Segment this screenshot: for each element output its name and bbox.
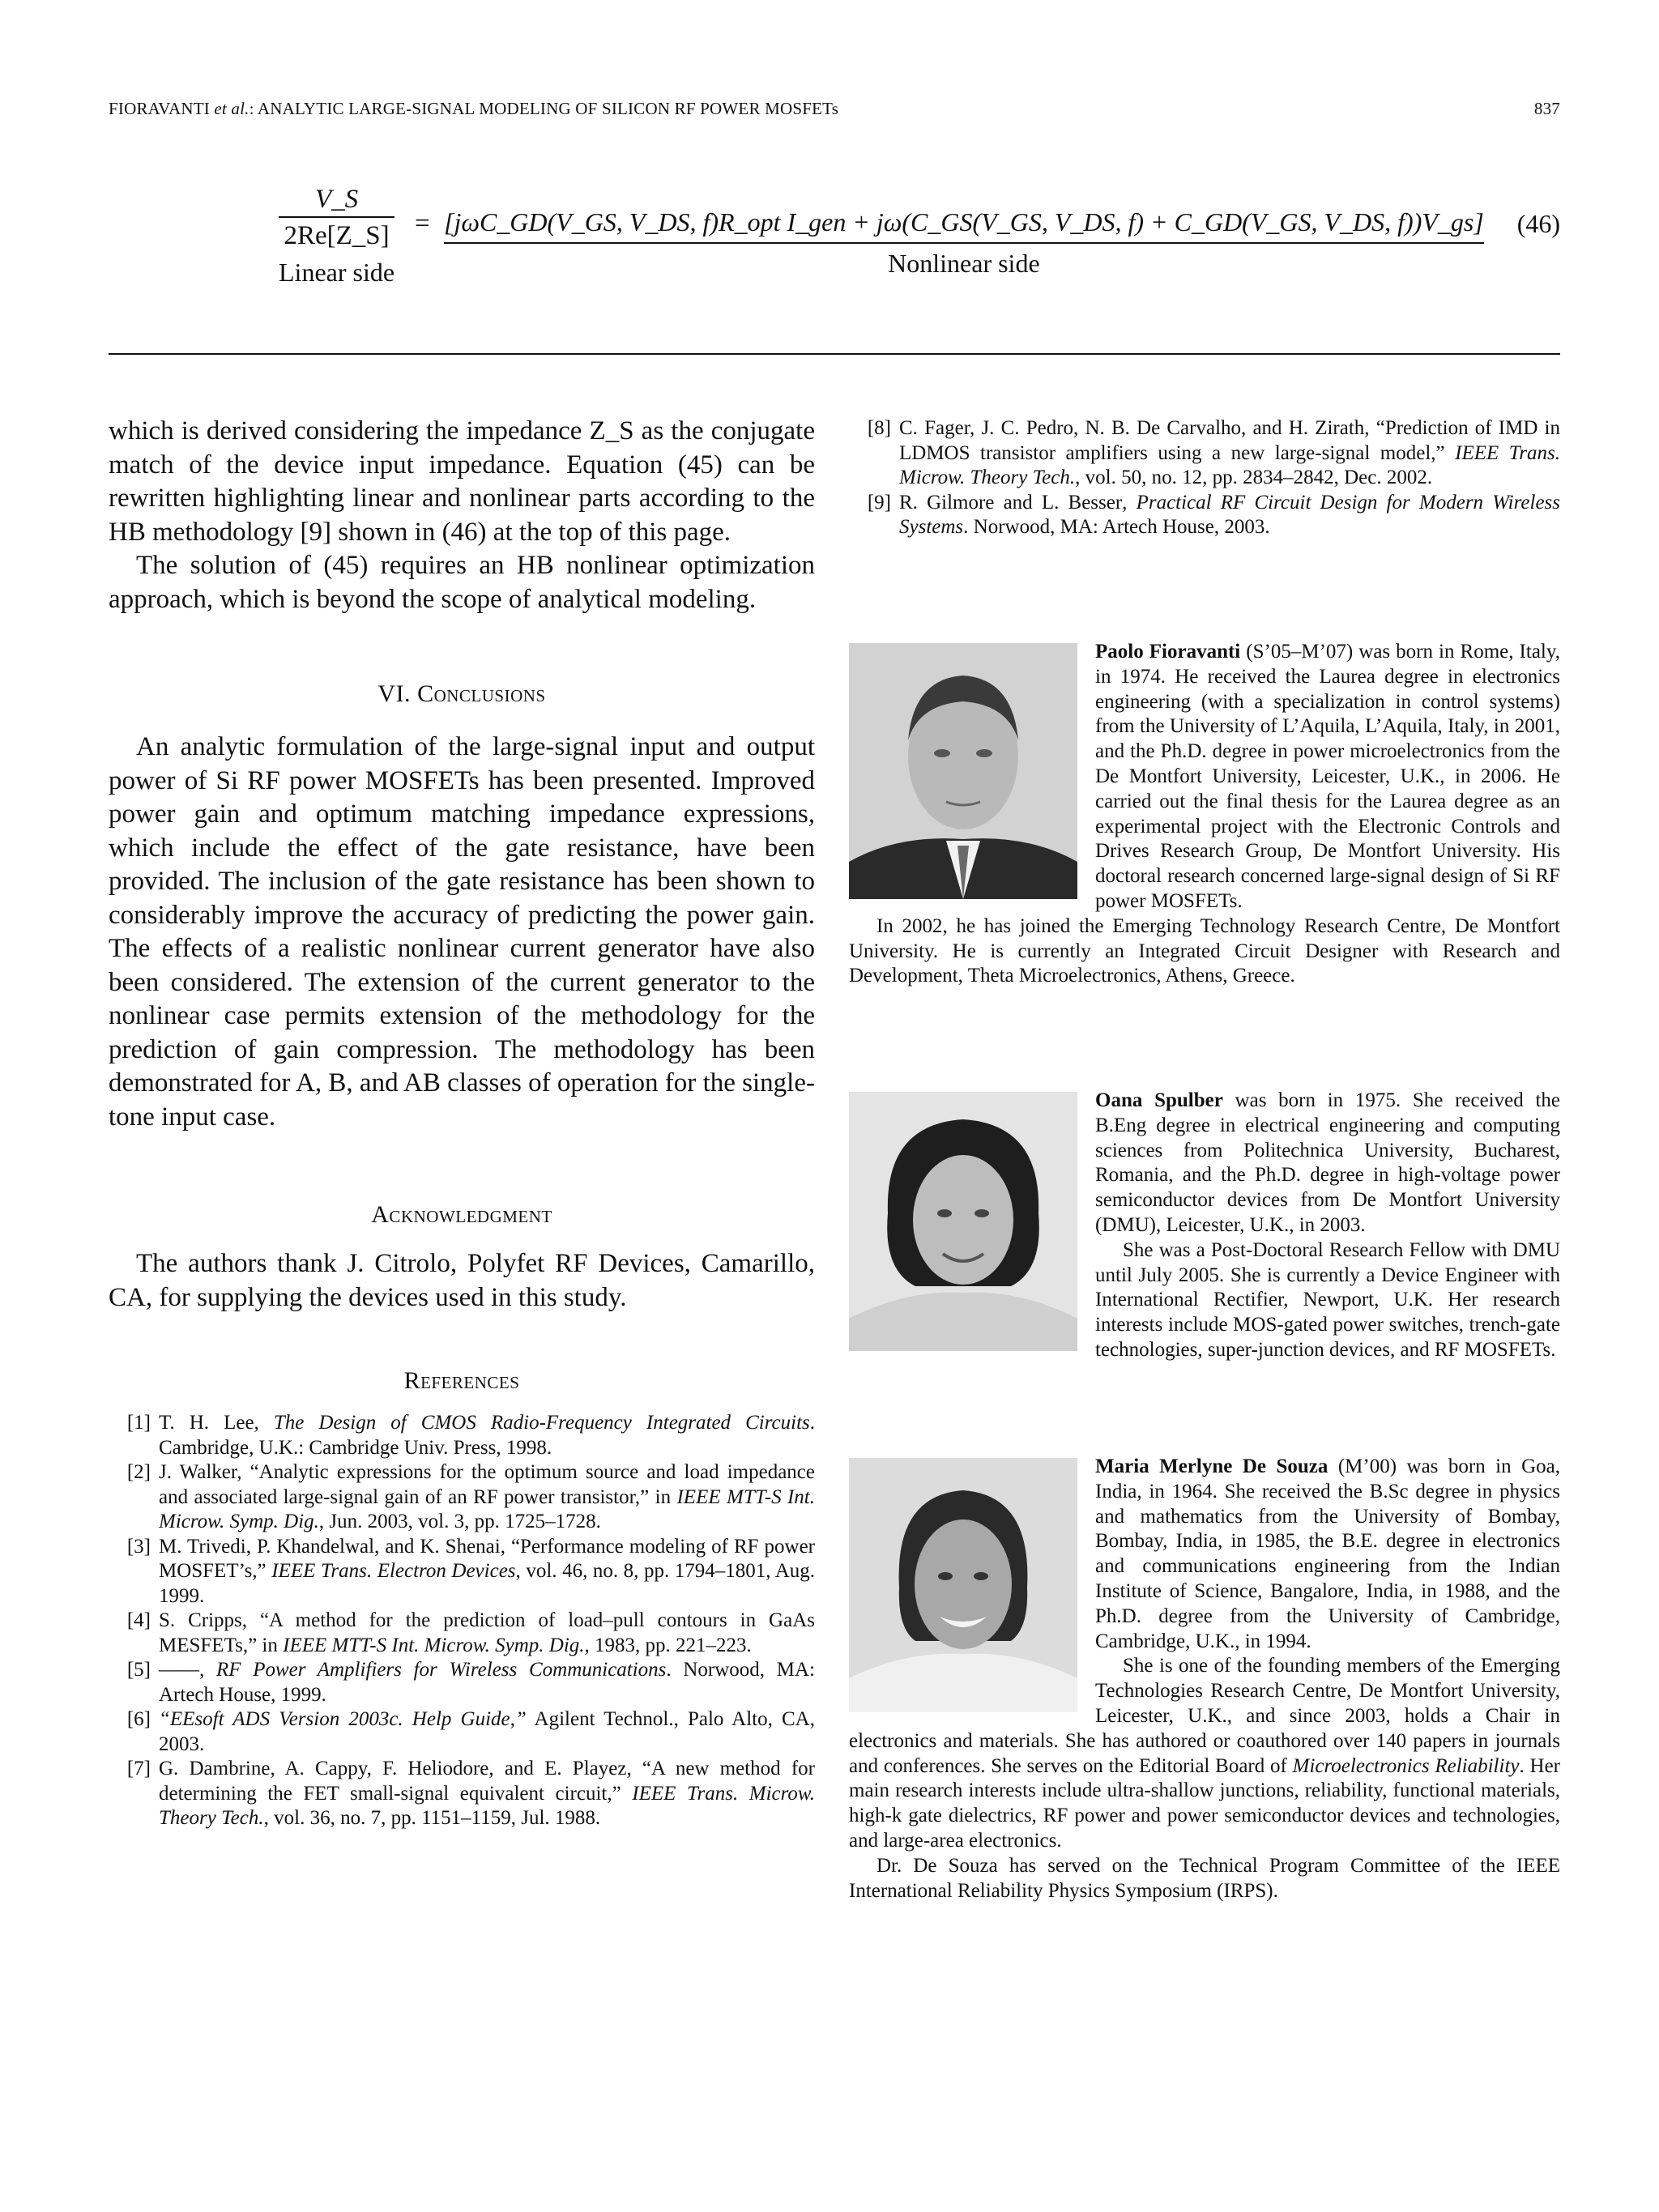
lhs-numerator: V_S <box>314 185 359 214</box>
reference-item: [1] T. H. Lee, The Design of CMOS Radio-Frequency Integrated Circuits. Cambridge, U.K.: Cambridge Univ. Press, 1998. <box>126 1412 816 1459</box>
rhs-expression: [jωC_GD(V_GS, V_DS, f)R_opt I_gen + jω(C_GS(V_GS, V_DS, f) + C_GD(V_GS, V_DS, f))V_gs] <box>444 207 1484 244</box>
paragraph-solution: The solution of (45) requires an HB nonlinear optimization approach, which is beyond the scope of analytical modeling. <box>109 551 815 614</box>
reference-item: [9] R. Gilmore and L. Besser, Practical RF Circuit Design for Modern Wireless Systems. Norwood, MA: Artech House, 2003. <box>867 491 1560 538</box>
author-photo-fioravanti <box>849 643 1077 899</box>
equation-number: (46) <box>1516 209 1560 238</box>
reference-list-right <box>849 416 1560 540</box>
author-photo-spulber <box>849 1092 1077 1351</box>
reference-item: [8] C. Fager, J. C. Pedro, N. B. De Carvalho, and H. Zirath, “Prediction of IMD in LDMOS transistor amplifiers using a new large-signal model,” IEEE Trans. Microw. Theory Tech., vol. 50, no. 12, pp. 2834–2842, Dec. 2002. <box>867 417 1561 488</box>
author-photo-de-souza <box>849 1458 1077 1712</box>
author-name: Paolo Fioravanti <box>1095 641 1241 663</box>
conclusions-text: An analytic formulation of the large-signal input and output power of Si RF power MOSFETs has been presented. Improved power gain and optimum matching impedance expressions, which include the effect of the gate resistance, have been provided. The inclusion of the gate resistance has been shown to considerably improve the accuracy of predicting the power gain. The effects of a realistic nonlinear current generator have also been considered. The extension of the current generator to the nonlinear case permits extension of the methodology for the prediction of gain compression. The methodology has been demonstrated for A, B, and AB classes of operation for the single-tone input case. <box>109 732 815 1132</box>
section-heading-conclusions: VI. Conclusions <box>377 680 546 707</box>
author-bio-de-souza: Maria Merlyne De Souza (M’00) was born in Goa, India, in 1964. She received the B.Sc degree in physics and mathematics from the University of Bombay, Bombay, India, in 1985, the B.E. degree in electronics and communications engineering from the Indian Institute of Science, Bangalore, India, in 1988, and the Ph.D. degree from the University of Cambridge, Cambridge, U.K., in 1994. She is one of the founding members of the Emerging Technologies Research Centre, De Montfort University, Leicester, U.K., and since 2003, holds a Chair in electronics and materials. She has authored or coauthored over 140 papers in journals and conferences. She serves on the Editorial Board of Microelectronics Reliability. Her main research interests include ultra-shallow junctions, reliability, functional materials, high-k gate dielectrics, RF power and power semiconductor devices and technologies, and large-area electronics. Dr. De Souza has served on the Technical Program Committee of the IEEE International Reliability Physics Symposium (IRPS). <box>849 1455 1560 1902</box>
paragraph-derivation: which is derived considering the impedance Z_S as the conjugate match of the device input impedance. Equation (45) can be rewritten highlighting linear and nonlinear parts according to the HB methodology [9] shown in (46) at the top of this page. <box>109 416 815 547</box>
acknowledgment-text: The authors thank J. Citrolo, Polyfet RF Devices, Camarillo, CA, for supplying the devices used in this study. <box>109 1249 815 1312</box>
equation-separator-rule <box>109 353 1560 355</box>
reference-item: [2] J. Walker, “Analytic expressions for the optimum source and load impedance and associated large-signal gain of an RF power transistor,” in IEEE MTT-S Int. Microw. Symp. Dig., Jun. 2003, vol. 3, pp. 1725–1728. <box>126 1461 815 1532</box>
equation-rhs <box>444 207 1484 279</box>
section-heading-acknowledgment: Acknowledgment <box>371 1201 552 1228</box>
equation-46 <box>109 185 1560 306</box>
author-name: Maria Merlyne De Souza <box>1095 1455 1328 1477</box>
reference-item: [6] “EEsoft ADS Version 2003c. Help Guide,” Agilent Technol., Palo Alto, CA, 2003. <box>126 1708 815 1755</box>
author-bio-fioravanti: Paolo Fioravanti (S’05–M’07) was born in Rome, Italy, in 1974. He received the Laurea degree in electronics engineering (with a specialization in control systems) from the University of L’Aquila, L’Aquila, Italy, in 2001, and the Ph.D. degree in power microelectronics from the De Montfort University, Leicester, U.K., in 2006. He carried out the final thesis for the Laurea degree as an experimental project with the Electronic Controls and Drives Research Group, De Montfort University. His doctoral research concerned large-signal design of Si RF power MOSFETs. In 2002, he has joined the Emerging Technology Research Centre, De Montfort University. He is currently an Integrated Circuit Designer with Research and Development, Theta Microelectronics, Athens, Greece. <box>849 641 1560 987</box>
running-header <box>109 99 1560 119</box>
reference-list-left <box>109 1411 815 1831</box>
reference-item: [3] M. Trivedi, P. Khandelwal, and K. Shenai, “Performance modeling of RF power MOSFET’s,” IEEE Trans. Electron Devices, vol. 46, no. 8, pp. 1794–1801, Aug. 1999. <box>126 1535 816 1607</box>
section-heading-references: References <box>403 1367 520 1394</box>
running-title: FIORAVANTI et al.: ANALYTIC LARGE-SIGNAL MODELING OF SILICON RF POWER MOSFETs <box>109 99 839 118</box>
reference-item: [7] G. Dambrine, A. Cappy, F. Heliodore, and E. Playez, “A new method for determining the FET small-signal equivalent circuit,” IEEE Trans. Microw. Theory Tech., vol. 36, no. 7, pp. 1151–1159, Jul. 1988. <box>126 1758 816 1829</box>
author-bio-spulber: Oana Spulber was born in 1975. She received the B.Eng degree in electrical engineering and computing sciences from Politechnica University, Bucharest, Romania, and the Ph.D. degree in high-voltage power semiconductor devices from De Montfort University (DMU), Leicester, U.K., in 2003. She was a Post-Doctoral Research Fellow with DMU until July 2005. She is currently a Device Engineer with International Rectifier, Newport, U.K. Her research interests include MOS-gated power switches, trench-gate technologies, super-junction devices, and RF MOSFETs. <box>849 1089 1560 1363</box>
equation-lhs <box>279 185 394 288</box>
page-number: 837 <box>1533 99 1560 118</box>
reference-item: [4] S. Cripps, “A method for the prediction of load–pull contours in GaAs MESFETs,” in IEEE MTT-S Int. Microw. Symp. Dig., 1983, pp. 221–223. <box>126 1609 815 1656</box>
rhs-brace-label: Nonlinear side <box>888 249 1040 278</box>
lhs-brace-label: Linear side <box>279 258 395 287</box>
reference-item: [5] ——, RF Power Amplifiers for Wireless Communications. Norwood, MA: Artech House, 1999. <box>126 1659 815 1706</box>
lhs-denominator: 2Re[Z_S] <box>279 216 394 251</box>
left-column-intro <box>109 415 815 616</box>
equals-sign: = <box>415 209 430 238</box>
author-name: Oana Spulber <box>1095 1089 1223 1111</box>
